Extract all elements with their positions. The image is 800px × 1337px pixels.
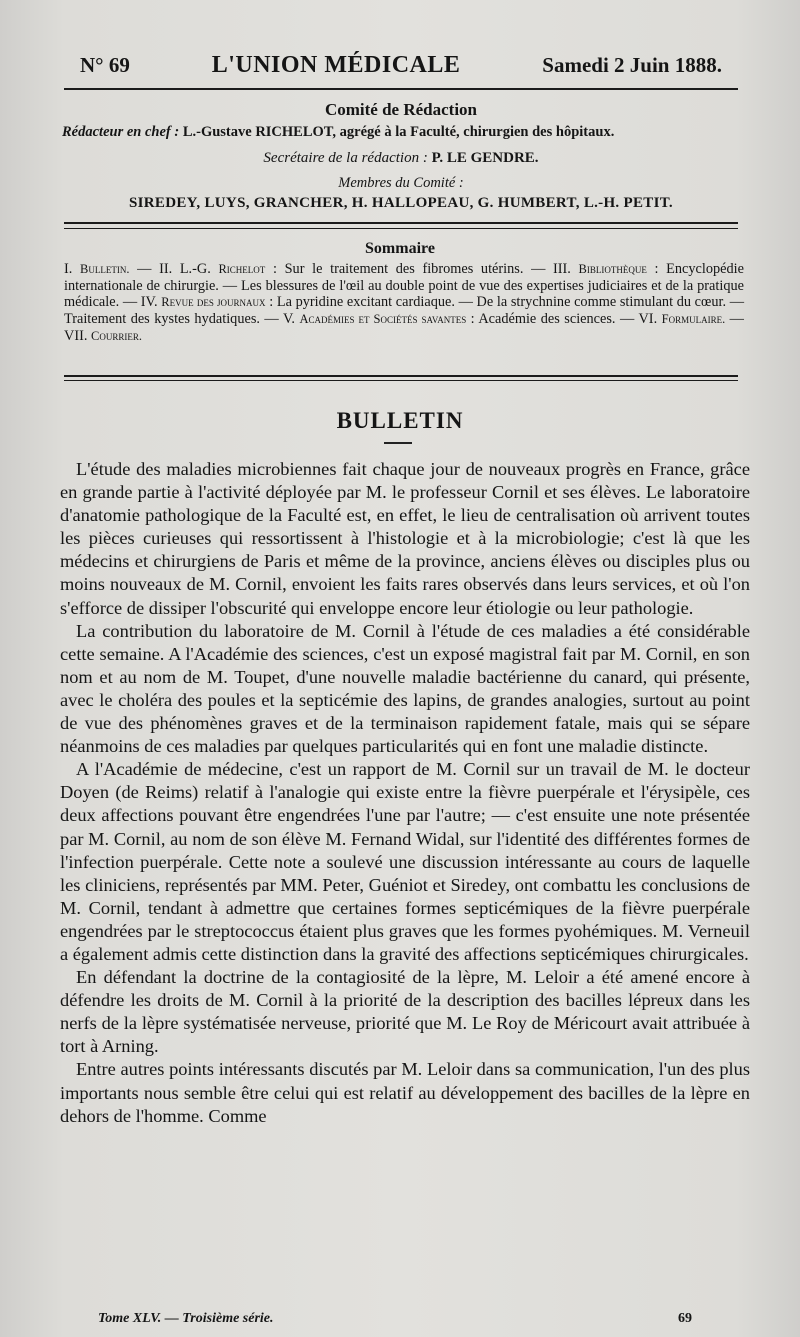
paragraph: La contribution du laboratoire de M. Cornil à l'étude de ces maladies a été considérable cette semaine. A l'Académie des sciences, c'est un exposé magistral fait par M. Cornil, en son nom et au nom de M. Toupet, d'une nouvelle maladie bactérienne du canard, qui présente, avec le choléra des poules et la septicémie des lapins, de grandes analogies, surtout au point de vue des phénomènes graves et de la terminaison rapidement fatale, mais qui se sépare néanmoins de ces maladies par quelques particularités qui en font une maladie distincte.: [60, 620, 750, 757]
committee-title: Comité de Rédaction: [324, 100, 478, 119]
editor-in-chief: [62, 124, 740, 141]
summary-title: Sommaire: [365, 240, 435, 257]
page-footer: [98, 1311, 692, 1327]
summary-text: I. Bulletin. — II. L.-G. Richelot : Sur le traitement des fibromes utérins. — III. Bibliothèque : Encyclopédie internationale de chirurgie. — Les blessures de l'œil au double point de vue des expertises judiciaires et de la pratique médicale. — IV. Revue des journaux : La pyridine excitant cardiaque. — De la strychnine comme stimulant du cœur. — Traitement des kystes hydatiques. — V. Académies et Sociétés savantes : Académie des sciences. — VI. Formulaire. — VII. Courrier.: [64, 261, 744, 344]
members-label: Membres du Comité :: [338, 175, 464, 191]
editor-role: Rédacteur en chef :: [62, 124, 180, 140]
page-number: 69: [678, 1311, 692, 1326]
paragraph: L'étude des maladies microbiennes fait chaque jour de nouveaux progrès en France, grâce en grande partie à l'activité déployée par M. le professeur Cornil et ses élèves. Le laboratoire d'anatomie pathologique de la Faculté est, en effet, le lieu de centralisation où arrivent toutes les pièces curieuses qui ressortissent à l'histologie et à la microbiologie; c'est là que les médecins et chirurgiens de Paris et même de la province, anciens élèves ou disciples plus ou moins nouveaux de M. Cornil, envoient les faits rares observés dans leurs services, et où l'on s'efforce de dissiper l'obscurité qui enveloppe encore leur étiologie ou leur pathologie.: [60, 459, 750, 618]
issue-date: Samedi 2 Juin 1888.: [542, 53, 722, 77]
secretary-name: P. LE GENDRE.: [431, 150, 539, 166]
summary-rule-2: [64, 380, 738, 381]
heading-dash: [384, 442, 412, 444]
summary-rule-1: [64, 375, 738, 377]
paragraph: A l'Académie de médecine, c'est un rapport de M. Cornil sur un travail de M. le docteur Doyen (de Reims) relatif à l'analogie qui existe entre la fièvre puerpérale et l'érysipèle, ces deux affections pouvant être engendrées l'une par l'autre; — c'est ensuite une note présentée par M. Cornil, au nom de son élève M. Fernand Widal, sur l'identité des différentes formes de l'infection puerpérale. Cette note a soulevé une discussion intéressante au cours de laquelle les cliniciens, représentés par MM. Peter, Guéniot et Siredey, ont combattu les conclusions de M. Cornil, tendant à admettre que certaines formes septicémiques de la fièvre puerpérale engendrées par le streptococcus étaient plus graves que les formes pyohémiques. M. Verneuil a également admis cette distinction dans la gravité des affections septicémiques chirurgicales.: [60, 759, 750, 964]
committee-members: SIREDEY, LUYS, GRANCHER, H. HALLOPEAU, G. HUMBERT, L.-H. PETIT.: [128, 195, 673, 211]
bulletin-heading: BULLETIN: [336, 408, 464, 433]
paragraph: Entre autres points intéressants discutés par M. Leloir dans sa communication, l'un des plus importants nous semble être celui qui est relatif au développement des bacilles de la lèpre en dehors de l'homme. Comme: [60, 1059, 750, 1126]
volume-info: Tome XLV. — Troisième série.: [98, 1311, 274, 1326]
editorial-committee: [62, 0, 740, 230]
committee-rule-1: [64, 222, 738, 224]
bulletin-body: [60, 458, 750, 1128]
secretary: [62, 150, 740, 167]
committee-rule-2: [64, 228, 738, 229]
paragraph: En défendant la doctrine de la contagiosité de la lèpre, M. Leloir a été amené encore à défendre les droits de M. Cornil à la priorité de la description des bacilles lépreux dans les nerfs de la lèpre systématisée nerveuse, priorité que M. Le Roy de Méricourt avait attribuée à tort à Arning.: [60, 967, 750, 1057]
issue-number: N° 69: [80, 53, 130, 77]
secretary-role: Secrétaire de la rédaction :: [263, 150, 428, 166]
journal-title: L'UNION MÉDICALE: [211, 52, 461, 78]
editor-name: L.-Gustave RICHELOT, agrégé à la Faculté, chirurgien des hôpitaux.: [182, 124, 615, 140]
